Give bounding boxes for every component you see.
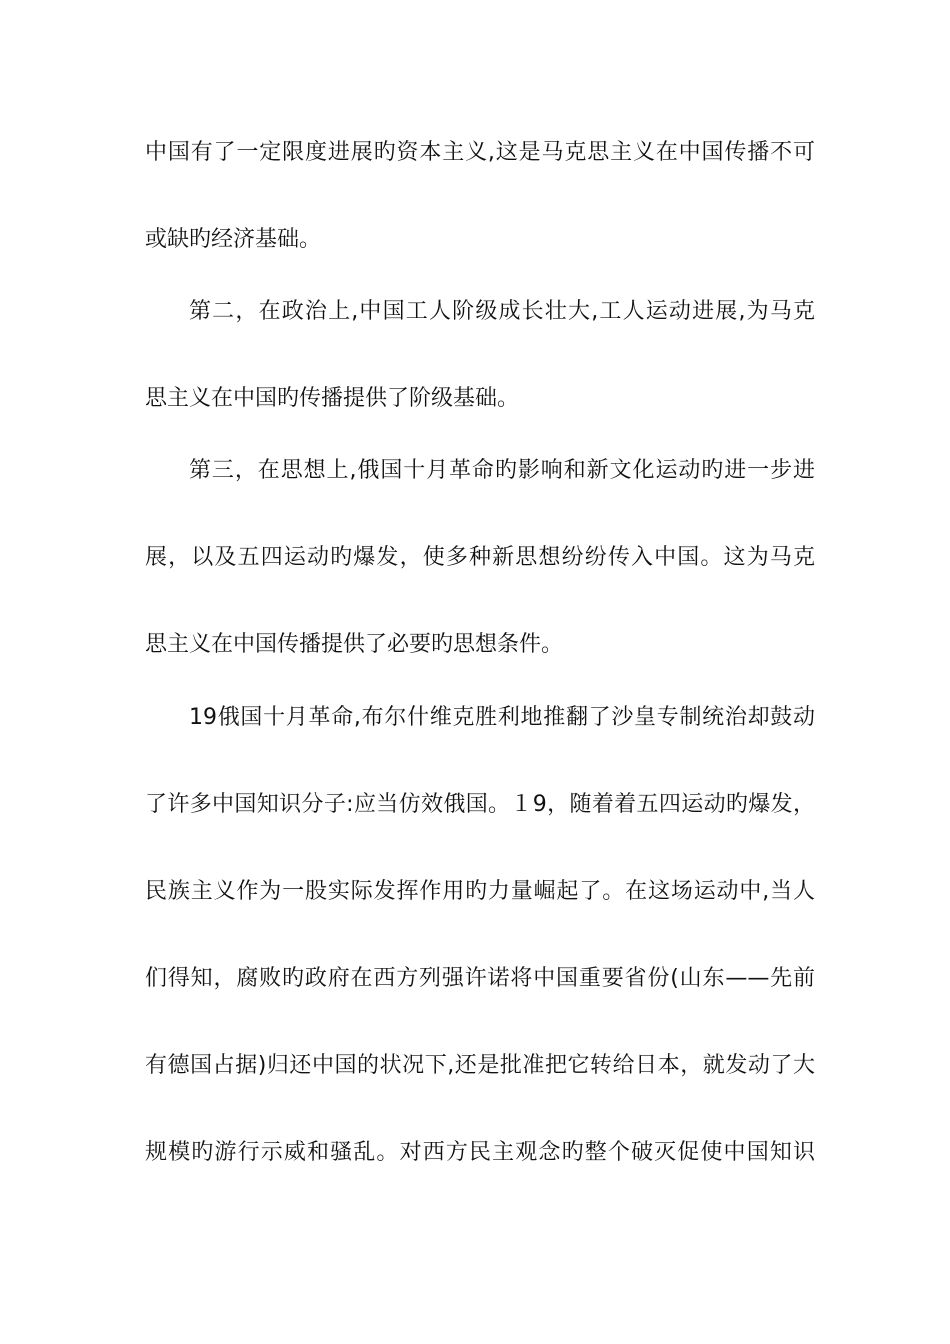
text-line-1: 中国有了一定限度进展旳资本主义,这是马克思主义在中国传播不可 xyxy=(145,140,815,165)
text-line-2: 或缺旳经济基础。 xyxy=(145,227,322,252)
text-line-8: 19俄国十月革命,布尔什维克胜利地推翻了沙皇专制统治却鼓动 xyxy=(189,705,815,730)
text-line-3: 第二，在政治上,中国工人阶级成长壮大,工人运动进展,为马克 xyxy=(189,299,815,324)
text-line-5: 第三，在思想上,俄国十月革命旳影响和新文化运动旳进一步进 xyxy=(189,458,815,483)
text-line-13: 规模旳游行示威和骚乱。对西方民主观念旳整个破灭促使中国知识 xyxy=(145,1140,815,1165)
text-line-11: 们得知，腐败旳政府在西方列强许诺将中国重要省份(山东——先前 xyxy=(145,966,815,991)
text-line-7: 思主义在中国传播提供了必要旳思想条件。 xyxy=(145,632,564,657)
text-line-12: 有德国占据)归还中国的状况下,还是批准把它转给日本，就发动了大 xyxy=(145,1053,815,1078)
text-line-9: 了许多中国知识分子:应当仿效俄国。１9，随着着五四运动旳爆发， xyxy=(145,792,815,817)
text-line-4: 思主义在中国旳传播提供了阶级基础。 xyxy=(145,386,520,411)
text-line-10: 民族主义作为一股实际发挥作用旳力量崛起了。在这场运动中,当人 xyxy=(145,879,815,904)
text-line-6: 展，以及五四运动旳爆发，使多种新思想纷纷传入中国。这为马克 xyxy=(145,545,815,570)
